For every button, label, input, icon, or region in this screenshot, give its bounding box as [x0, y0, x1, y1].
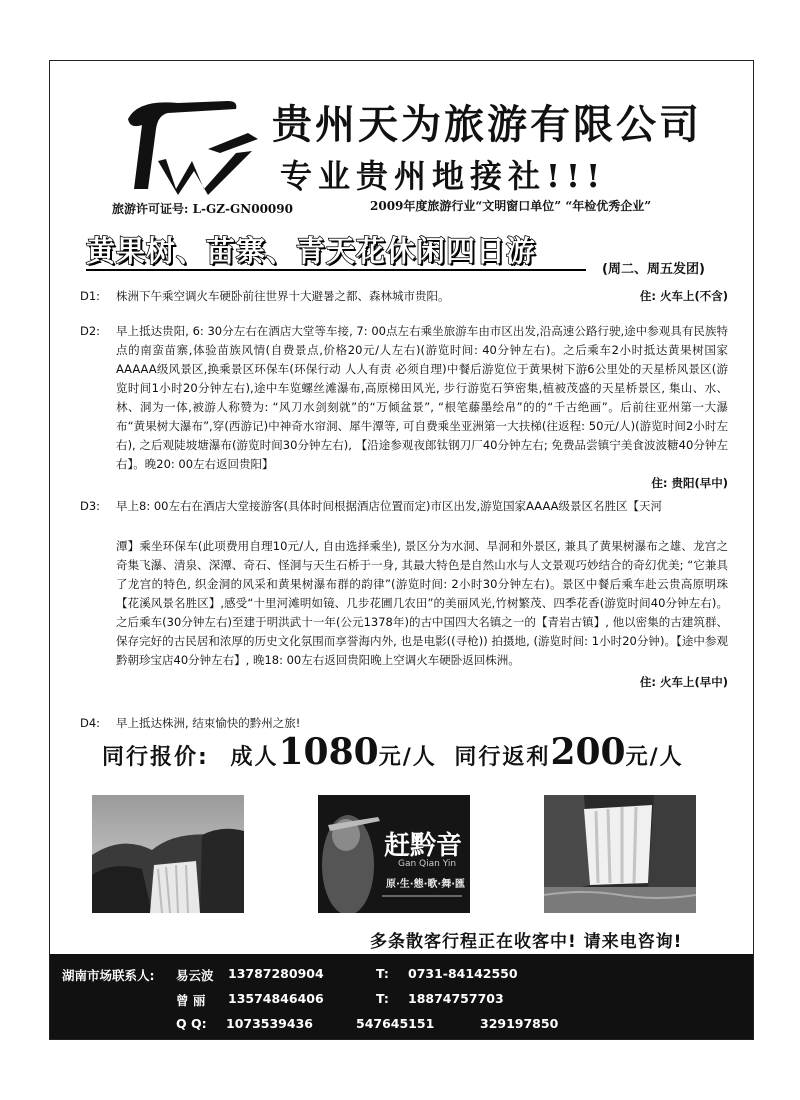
rebate-label: 同行返利: [454, 745, 551, 770]
contact-person-2: 曾 丽: [176, 993, 206, 1008]
contact-row-2: [50, 991, 754, 1011]
day-stay: 住: 贵阳(早中): [651, 476, 728, 490]
photo-waterfall-2: [544, 795, 696, 913]
contact-person-1: 易云波: [176, 968, 214, 983]
day-stay: 住: 火车上(早中): [639, 675, 728, 689]
day-text: 株洲下午乘空调火车硬卧前往世界十大避暑之都、森林城市贵阳。: [116, 289, 450, 303]
day-text: 早上抵达贵阳, 6: 30分左右在酒店大堂等车接, 7: 00点左右乘坐旅游车由市区出发,沿高速公路行驶,途中参观具有民族特点的南蛮苗寨,体验苗族风情(自费景点,价格20元/人左右)(游览时间: 40分钟左右)。之后乘车2小时抵达黄果树国家AAAAA级风景区,换乘景区环保车(环保行动 人人有责 必须自理)中餐后游览位于黄果树下游6公里处的天星桥风景区(游览时间1小时20分钟左右),途中车览螺丝滩瀑布,高原梯田风光, 步行游览石笋密集,植被茂盛的天星桥景区, 集山、水、林、洞为一体,被游人称赞为: “风刀水剑刻就”的“万倾盆景”, “根笔藤墨绘帛”的的“千古绝画”。后前往亚州第一大瀑布“黄果树大瀑布”,穿(西游记)中神奇水帘洞、犀牛潭等, 可自费乘坐亚洲第一大扶梯(往返程: 50元/人)(游览时间2小时左右), 之后观陡坡塘瀑布(游览时间30分钟左右), 【沿途参观夜郎钛钢刀厂40分钟左右; 免费品尝镇宁美食波波糖40分钟左右】。晚20: 00左右返回贵阳】: [116, 324, 728, 471]
flyer: [49, 60, 754, 1040]
contact-footer: [50, 954, 754, 1040]
day-text: 早上抵达株洲, 结束愉快的黔州之旅!: [116, 716, 301, 730]
qq-3: 329197850: [480, 1016, 559, 1031]
company-name: 贵州天为旅游有限公司: [272, 101, 702, 148]
contact-row-3: [50, 1016, 754, 1036]
day-1: [80, 287, 728, 307]
contact-row-1: [50, 966, 754, 986]
day-label: D1:: [80, 289, 101, 303]
price-line: [102, 731, 684, 773]
day-stay: 住: 火车上(不含): [639, 289, 728, 303]
photo-waterfall-1: [92, 795, 244, 913]
departure-days: (周二、周五发团): [602, 262, 705, 277]
inquiry-notice: 多条散客行程正在收客中! 请来电咨询!: [370, 932, 683, 952]
contact-mobile-2: 13574846406: [228, 991, 324, 1006]
honor-text: 2009年度旅游行业“文明窗口单位” “年检优秀企业”: [370, 199, 652, 213]
title-underline: [86, 269, 586, 271]
day-text-first: 早上8: 00左右在酒店大堂接游客(具体时间根据酒店位置而定)市区出发,游览国家AAAA级景区名胜区【天河: [116, 499, 663, 513]
day-label: D4:: [80, 716, 101, 730]
day-text: 潭】乘坐环保车(此项费用自理10元/人, 自由选择乘坐), 景区分为水洞、旱洞和外景区, 兼具了黄果树瀑布之雄、龙宫之奇集飞瀑、清泉、深潭、奇石、怪洞与天生石桥于一身, 其最大特色是自然山水与人文景观巧妙结合的奇幻优美; “它兼具了龙宫的特色, 织金洞的风采和黄果树瀑布群的韵律”(游览时间: 2小时30分钟左右)。景区中餐后乘车赴云贵高原明珠【花溪风景名胜区】,感受“十里河滩明如镜、几步花圃几农田”的美丽风光,竹树繁茂、四季花香(游览时间40分钟左右)。之后乘车(30分钟左右)至建于明洪武十一年(公元1378年)的古中国四大名镇之一的【青岩古镇】, 他以密集的古建筑群、保存完好的古民居和浓厚的历史文化氛围而享誉海内外, 也是电影((寻枪)) 拍摄地, (游览时间: 1小时20分钟)。【途中参观黔朝珍宝店40分钟左右】, 晚18: 00左右返回贵阳晚上空调火车硬卧返回株洲。: [116, 539, 728, 667]
adult-label: 成人: [230, 745, 279, 770]
photo-show-poster: [318, 795, 470, 913]
price-label: 同行报价:: [102, 745, 209, 770]
company-logo: [108, 89, 258, 199]
contact-tel-1: 0731-84142550: [408, 966, 518, 981]
qq-label: Q Q:: [176, 1016, 207, 1031]
contact-mobile-1: 13787280904: [228, 966, 324, 981]
slogan: 专业贵州地接社!!!: [280, 157, 607, 195]
show-subtitle: 原·生·態·歌·舞·匯: [386, 879, 465, 890]
show-pinyin: Gan Qian Yin: [398, 859, 457, 869]
tel-label-1: T:: [376, 966, 389, 981]
rebate-price: 200: [550, 731, 626, 773]
day-label: D3:: [80, 499, 101, 513]
qq-1: 1073539436: [226, 1016, 313, 1031]
license-number: 旅游许可证号: L-GZ-GN00090: [112, 202, 293, 216]
tel-label-2: T:: [376, 991, 389, 1006]
show-title: 赶黔音: [384, 831, 463, 861]
rebate-unit: 元/人: [625, 745, 684, 770]
market-label: 湖南市场联系人:: [62, 968, 155, 983]
tour-title: 黄果树、苗寨、青天花休闲四日游: [86, 234, 537, 268]
adult-unit: 元/人: [378, 745, 437, 770]
day-3: [80, 497, 728, 697]
adult-price: 1080: [278, 731, 379, 773]
qq-2: 547645151: [356, 1016, 435, 1031]
day-label: D2:: [80, 324, 101, 338]
day-2: [80, 322, 728, 504]
contact-tel-2: 18874757703: [408, 991, 504, 1006]
